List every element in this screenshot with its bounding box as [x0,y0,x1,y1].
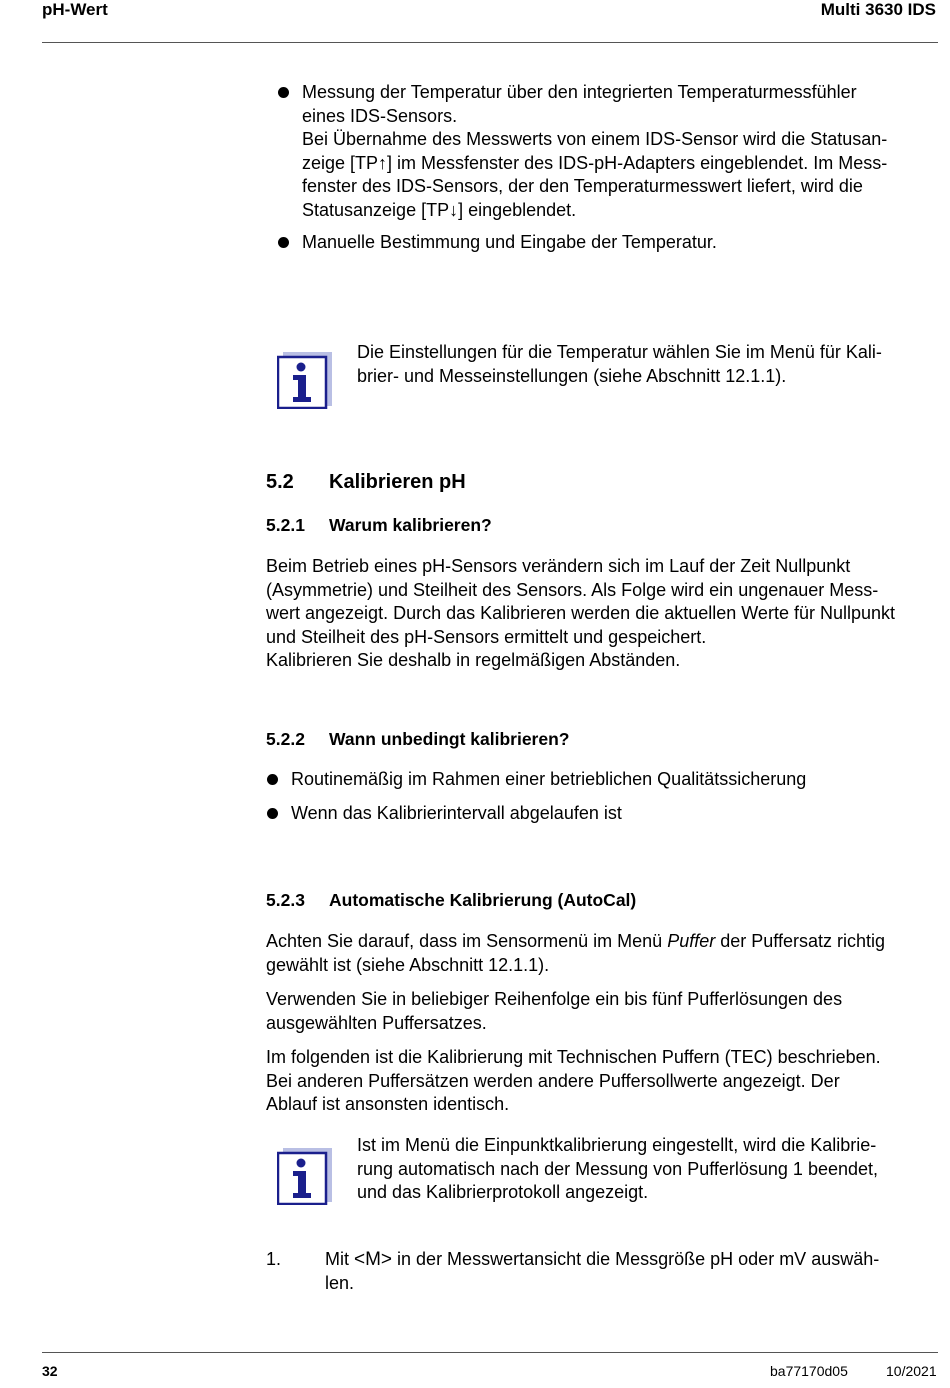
document-date: 10/2021 [886,1363,937,1379]
bullet-icon [278,87,289,98]
note-text [357,1134,878,1205]
list-item: Routinemäßig im Rahmen einer betrieblichen Qualitätssicherung [291,769,807,789]
page-number: 32 [42,1363,58,1379]
step-text [325,1248,879,1295]
text-line: fenster des IDS-Sensors, der den Temperaturmesswert liefert, wird die [302,176,863,196]
info-icon [277,352,332,409]
text-line [325,1248,879,1272]
text-line: und das Kalibrierprotokoll angezeigt. [357,1182,649,1202]
text-line: Ist im Menü die Einpunktkalibrierung eingestellt, wird die Kalibrie- [357,1135,877,1155]
text-line: Kalibrieren Sie deshalb in regelmäßigen Abständen. [266,650,681,670]
footer-rule [42,1352,938,1353]
subsection-title: Warum kalibrieren? [329,515,492,535]
text-line: brier- und Messeinstellungen (siehe Abschnitt 12.1.1). [357,365,787,386]
bullet-icon [267,808,278,819]
text-line: Verwenden Sie in beliebiger Reihenfolge ein bis fünf Pufferlösungen des [266,989,843,1009]
menu-term: Puffer [667,931,716,951]
text-span: Achten Sie darauf, dass im Sensormenü im Menü [266,931,668,951]
text-line: Beim Betrieb eines pH-Sensors verändern sich im Lauf der Zeit Nullpunkt [266,556,851,576]
text-line: gewählt ist (siehe Abschnitt 12.1.1). [266,954,550,975]
header-right: Multi 3630 IDS [820,0,936,19]
text-line: wert angezeigt. Durch das Kalibrieren werden die aktuellen Werte für Nullpunkt [266,603,895,623]
subsection-title: Automatische Kalibrierung (AutoCal) [329,890,637,910]
text-line: len. [325,1272,355,1293]
text-line: Statusanzeige [TP↓] eingeblendet. [302,199,577,220]
text-line: Ablauf ist ansonsten identisch. [266,1094,510,1114]
bullet-text-2 [302,231,717,255]
header-rule [42,42,938,43]
paragraph [266,930,885,977]
text-line: zeige [TP↑] im Messfenster des IDS-pH-Adapters eingeblendet. Im Mess- [302,152,888,173]
text-line: rung automatisch nach der Messung von Pufferlösung 1 beendet, [357,1158,879,1179]
header-left: pH-Wert [42,0,108,19]
section-title: Kalibrieren pH [329,471,466,493]
text-line: ausgewählten Puffersatzes. [266,1012,487,1033]
paragraph [266,1046,881,1117]
text-line: Manuelle Bestimmung und Eingabe der Temperatur. [302,232,717,252]
text-line: Bei Übernahme des Messwerts von einem IDS-Sensor wird die Statusan- [302,129,888,149]
subsection-number: 5.2.1 [266,515,305,535]
text-line: Die Einstellungen für die Temperatur wählen Sie im Menü für Kali- [357,342,882,362]
subsection-number: 5.2.2 [266,729,305,749]
bullet-text-1 [302,81,887,222]
bullet-icon [278,237,289,248]
text-line [266,930,885,954]
text-line: und Steilheit des pH-Sensors ermittelt und gespeichert. [266,626,707,647]
text-line: Messung der Temperatur über den integrierten Temperaturmessfühler [302,82,857,102]
text-span: Mit [325,1249,354,1269]
text-line: Im folgenden ist die Kalibrierung mit Technischen Puffern (TEC) beschrieben. [266,1047,881,1067]
document-id: ba77170d05 [770,1363,848,1379]
text-line: (Asymmetrie) und Steilheit des Sensors. Als Folge wird ein ungenauer Mess- [266,579,879,600]
paragraph [266,988,842,1035]
step-number: 1. [266,1249,282,1269]
subsection-number: 5.2.3 [266,890,305,910]
list-item: Wenn das Kalibrierintervall abgelaufen ist [291,803,622,823]
bullet-icon [267,774,278,785]
text-line: eines IDS-Sensors. [302,105,458,126]
subsection-title: Wann unbedingt kalibrieren? [329,729,570,749]
text-span: der Puffersatz richtig [715,931,885,951]
section-number: 5.2 [266,471,294,493]
paragraph [266,555,895,673]
text-line: Bei anderen Puffersätzen werden andere Puffersollwerte angezeigt. Der [266,1070,840,1091]
text-span: in der Messwertansicht die Messgröße pH oder mV auswäh- [392,1249,880,1269]
note-text [357,341,882,388]
info-icon [277,1148,332,1205]
key-label: <M> [354,1249,393,1270]
